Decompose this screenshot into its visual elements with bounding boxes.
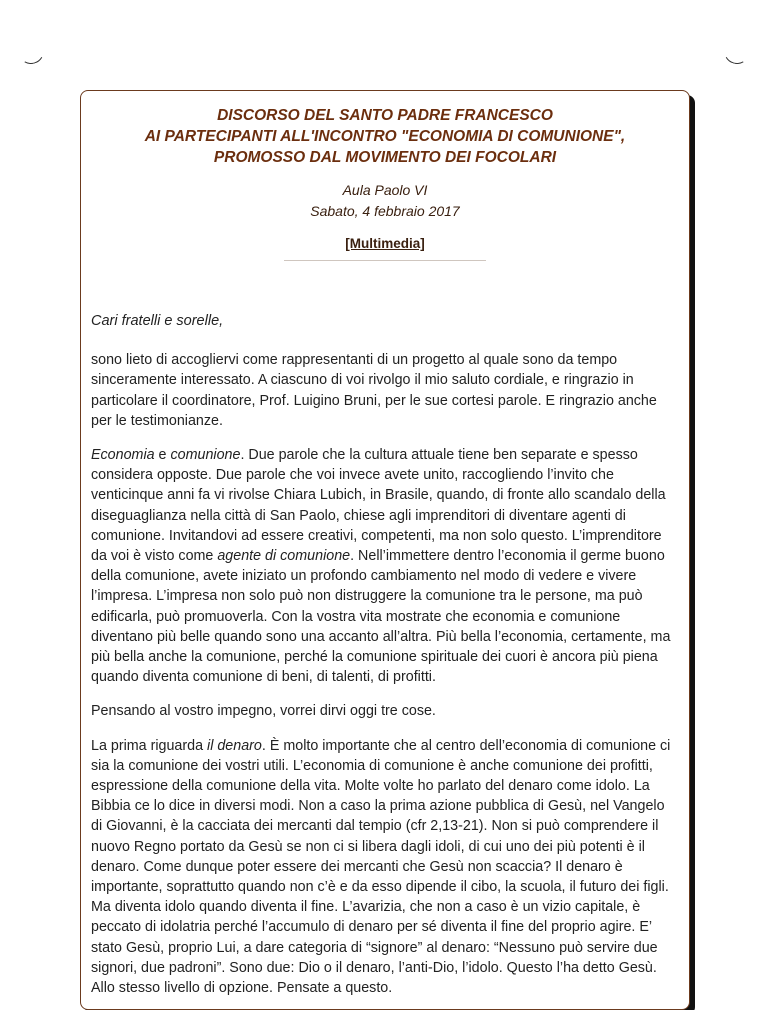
multimedia-row — [91, 236, 679, 251]
p2-emphasis-3: agente di comunione — [217, 548, 351, 565]
corner-mark-left — [15, 35, 47, 67]
paragraph-3: Pensando al vostro impegno, vorrei dirvi oggi tre cose. — [91, 703, 436, 720]
p2-emphasis-1: Economia — [91, 447, 155, 464]
document-card — [80, 90, 690, 1010]
title-line-3: PROMOSSO DAL MOVIMENTO DEI FOCOLARI — [213, 149, 557, 166]
greeting: Cari fratelli e sorelle, — [91, 313, 224, 329]
date: Sabato, 4 febbraio 2017 — [310, 203, 460, 219]
corner-mark-right — [721, 35, 753, 67]
document-title — [91, 105, 679, 168]
p4-emphasis: il denaro — [207, 737, 262, 754]
place: Aula Paolo VI — [342, 182, 428, 198]
paragraph-1: sono lieto di accogliervi come rappresentanti di un progetto al quale sono da tempo sinceramente interessato. A ciascuno di voi rivolgo il mio saluto cordiale, e ringrazio in particolare il coordinatore, Prof. Luigino Bruni, per le sue cortesi parole. E ringrazio anche per le testimonianze. — [91, 352, 657, 429]
divider — [284, 260, 486, 261]
paragraph-2: Economia e comunione. Due parole che la cultura attuale tiene ben separate e spesso considera opposte. Due parole che voi invece avete unito, raccogliendo l’invito che venticinque anni fa vi rivolse Chiara Lubich, in Brasile, quando, di fronte allo scandalo della diseguaglianza nella città di San Paolo, chiese agli imprenditori di diventare agenti di comunione. Invitandovi ad essere creativi, competenti, ma non solo questo. L’imprenditore da voi è visto come agente di comunione. Nell’immettere dentro l’economia il germe buono della comunione, avete iniziato un profondo cambiamento nel modo di vedere e vivere l’impresa. L’impresa non solo può non distruggere la comunione tra le persone, ma può edificarla, può promuoverla. Con la vostra vita mostrate che economia e comunione diventano più belle quando sono una accanto all’altra. Più bella l’economia, certamente, ma più bella anche la comunione, perché la comunione spirituale dei cuori è ancora più piena quando diventa comunione di beni, di talenti, di profitti. — [91, 447, 671, 686]
location-date — [91, 180, 679, 222]
title-line-2: AI PARTECIPANTI ALL'INCONTRO "ECONOMIA DI COMUNIONE", — [144, 128, 626, 145]
paragraph-4: La prima riguarda il denaro. È molto importante che al centro dell’economia di comunione ci sia la comunione dei vostri utili. L’economia di comunione è anche comunione dei profitti, espressione della comunione della vita. Molte volte ho parlato del denaro come idolo. La Bibbia ce lo dice in diversi modi. Non a caso la prima azione pubblica di Gesù, nel Vangelo di Giovanni, è la cacciata dei mercanti dal tempio (cfr 2,13-21). Non si può comprendere il nuovo Regno portato da Gesù se non ci si libera dagli idoli, di cui uno dei più potenti è il denaro. Come dunque poter essere dei mercanti che Gesù non scaccia? Il denaro è importante, soprattutto quando non c’è e da esso dipende il cibo, la scuola, il futuro dei figli. Ma diventa idolo quando diventa il fine. L’avarizia, che non a caso è un vizio capitale, è peccato di idolatria perché l’accumulo di denaro per sé diventa il fine del proprio agire. E’ stato Gesù, proprio Lui, a dare categoria di “signore” al denaro: “Nessuno può servire due signori, due padroni”. Sono due: Dio o il denaro, l’anti-Dio, l’idolo. Questo l’ha detto Gesù. Allo stesso livello di opzione. Pensate a questo. — [91, 737, 671, 997]
multimedia-link[interactable]: [Multimedia] — [345, 236, 425, 251]
title-line-1: DISCORSO DEL SANTO PADRE FRANCESCO — [217, 107, 553, 124]
p2-emphasis-2: comunione — [170, 447, 241, 464]
